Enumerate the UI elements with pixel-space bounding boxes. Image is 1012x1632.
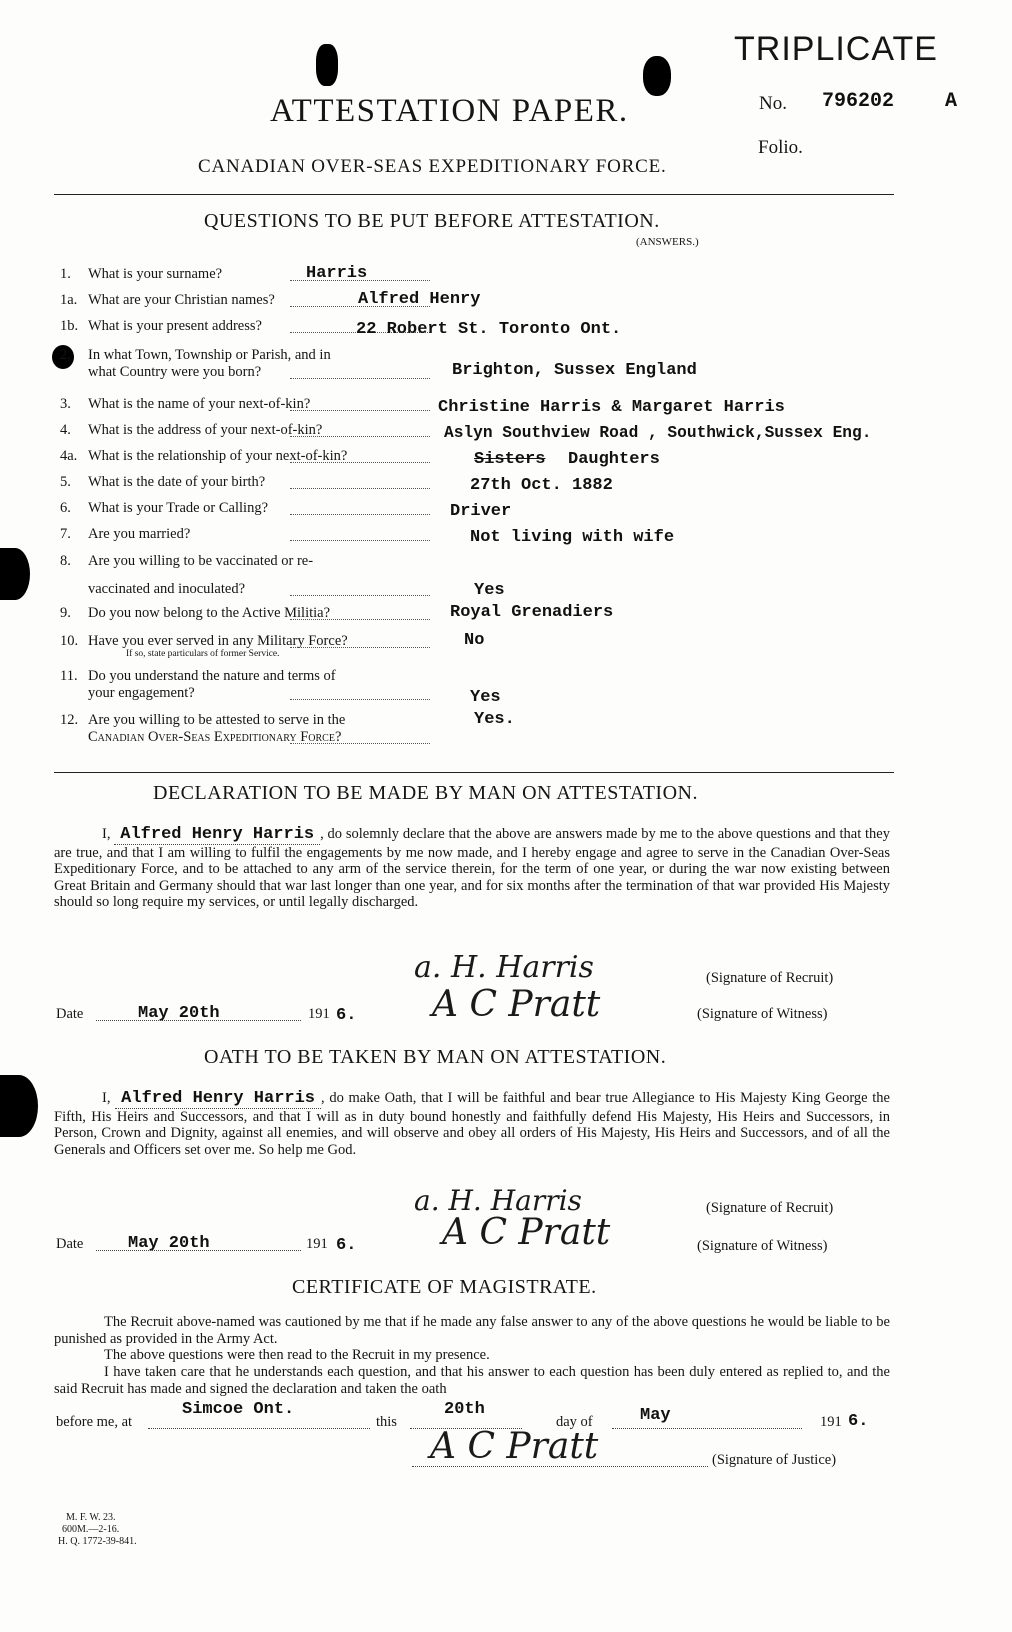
certificate-year-suffix: 6. [848,1412,869,1431]
declaration-year-dots [96,1020,301,1021]
question-note: If so, state particulars of former Service. [126,649,280,659]
certificate-before-label: before me, at [56,1414,133,1430]
answer-leader-dots [290,378,430,379]
oath-witness-signature: A C Pratt [442,1212,611,1253]
question-number: 1. [60,266,71,282]
answer-value: No [464,631,485,650]
declaration-date-value: May 20th [138,1004,220,1023]
answer-leader-dots [290,540,430,541]
answer-leader-dots [290,743,430,744]
question-number: 4a. [60,448,78,464]
question-text-continued: vaccinated and inoculated? [88,581,246,597]
oath-text [54,1090,890,1158]
oath-name: Alfred Henry Harris [115,1091,321,1109]
certificate-place-dots [148,1428,370,1429]
question-number: 5. [60,474,71,490]
oath-recruit-label: (Signature of Recruit) [706,1200,834,1216]
certificate-month-dots [612,1428,802,1429]
folio-label: Folio. [758,137,803,158]
question-number: 9. [60,605,71,621]
oath-recruit-signature: a. H. Harris [414,1184,582,1217]
answer-leader-dots [290,647,430,648]
justice-signature-dots [412,1466,708,1467]
certificate-paragraph-1 [54,1314,890,1347]
declaration-witness-signature: A C Pratt [432,984,601,1025]
answer-value: Yes. [474,710,515,729]
certificate-heading: CERTIFICATE OF MAGISTRATE. [292,1276,597,1298]
answer-leader-dots [290,462,430,463]
oath-witness-label: (Signature of Witness) [697,1238,828,1254]
answer-value: Yes [470,688,501,707]
question-text: What is the name of your next-of-kin? [88,396,311,412]
question-text: Do you now belong to the Active Militia? [88,605,331,621]
declaration-recruit-label: (Signature of Recruit) [706,970,834,986]
oath-date-label: Date [56,1236,84,1252]
declaration-prefix: I, [102,826,111,842]
certificate-day-of-label: day of [556,1414,593,1430]
answer-value: Daughters [568,450,660,469]
certificate-text-2: The above questions were then read to the Recruit in my presence. [104,1347,490,1363]
answer-leader-dots [290,436,430,437]
certificate-day: 20th [444,1400,485,1419]
answer-value: Royal Grenadiers [450,603,614,622]
document-title: ATTESTATION PAPER. [270,93,629,129]
oath-year-dots [96,1250,301,1251]
oath-body: , do make Oath, that I will be faithful and bear true Allegiance to His Majesty King George the Fifth, His Heirs and Successors, and that I will as in duty bound honestly and faithfully defend His Majesty, His Heirs and Successors, in Person, Crown and Dignity, against all enemies, and will observe and obey all orders of His Majesty, His Heirs and Successors, and of all the Generals and Officers set over me. So help me God. [54,1090,890,1158]
number-suffix: A [945,90,958,113]
question-number: 4. [60,422,71,438]
answer-value: Alfred Henry [358,290,481,309]
answer-leader-dots [290,699,430,700]
question-number: 11. [60,668,78,684]
certificate-this-label: this [376,1414,397,1430]
answer-leader-dots [290,488,430,489]
question-text: Are you married? [88,526,191,542]
question-text: What is your present address? [88,318,262,334]
oath-year-prefix: 191 [306,1236,328,1252]
declaration-year-suffix: 6. [336,1006,357,1025]
justice-signature: A C Pratt [430,1426,599,1467]
certificate-text-3: I have taken care that he understands each question, and that his answer to each question has been duly entered as replied to, and the said Recruit has made and signed the declaration and taken the oath [54,1364,890,1397]
question-text: Do you understand the nature and terms of [88,668,336,684]
question-number: 10. [60,633,79,649]
question-text: Are you willing to be vaccinated or re- [88,553,314,569]
declaration-witness-label: (Signature of Witness) [697,1006,828,1022]
answer-value: 27th Oct. 1882 [470,476,613,495]
question-number: 8. [60,553,71,569]
question-text-continued: Canadian Over-Seas Expeditionary Force? [88,729,342,745]
answer-value: Brighton, Sussex England [452,361,697,380]
answer-leader-dots [290,619,430,620]
question-text: What is the relationship of your next-of-kin? [88,448,348,464]
answer-leader-dots [290,595,430,596]
question-number: 12. [60,712,79,728]
question-text-continued: what Country were you born? [88,364,262,380]
oath-year-suffix: 6. [336,1236,357,1255]
declaration-body: , do solemnly declare that the above are answers made by me to the above questions and that they are true, and that I am willing to fulfil the engagements by me now made, and I hereby engage and agree to serve in the Canadian Over-Seas Expeditionary Force, and to be attached to any arm of the service therein, for the term of one year, or during the war now existing between Great Britain and Germany should that war last longer than one year, and for six months after the termination of that war provided His Majesty should so long require my services, or until legally discharged. [54,826,890,910]
punch-hole-top-right [643,56,671,96]
declaration-recruit-signature: a. H. Harris [414,950,594,985]
declaration-heading: DECLARATION TO BE MADE BY MAN ON ATTESTATION. [153,782,698,804]
oath-prefix: I, [102,1090,111,1106]
declaration-text [54,826,890,911]
form-code-1: M. F. W. 23. [66,1512,116,1523]
certificate-year-prefix: 191 [820,1414,842,1430]
answer-value: 22 Robert St. Toronto Ont. [356,320,622,339]
certificate-text-1: The Recruit above-named was cautioned by me that if he made any false answer to any of the above questions he would be liable to be punished as provided in the Army Act. [54,1314,890,1347]
regimental-number: 796202 [822,90,895,113]
question-text: What is your surname? [88,266,223,282]
answer-leader-dots [290,410,430,411]
answer-value: Not living with wife [470,528,675,547]
certificate-paragraph-2 [54,1347,890,1364]
question-text: What is the address of your next-of-kin? [88,422,323,438]
question-number: 7. [60,526,71,542]
answer-value: Christine Harris & Margaret Harris [438,398,785,417]
answer-value: Aslyn Southview Road , Southwick,Sussex Eng. [444,424,872,442]
question-text: What is the date of your birth? [88,474,266,490]
declaration-name: Alfred Henry Harris [114,827,320,845]
justice-label: (Signature of Justice) [712,1452,837,1468]
question-text: Are you willing to be attested to serve in the [88,712,346,728]
oath-heading: OATH TO BE TAKEN BY MAN ON ATTESTATION. [204,1046,667,1068]
number-label: No. [759,93,787,114]
certificate-month: May [640,1406,671,1425]
question-number: 2. [60,347,71,363]
triplicate-stamp: TRIPLICATE [734,30,938,68]
question-text-continued: your engagement? [88,685,195,701]
answers-label: (ANSWERS.) [636,236,699,248]
form-code-2: 600M.—2-16. [62,1524,120,1535]
answer-struck: Sisters [474,450,546,469]
answer-leader-dots [290,514,430,515]
question-number: 6. [60,500,71,516]
question-text: In what Town, Township or Parish, and in [88,347,331,363]
question-text: What is your Trade or Calling? [88,500,269,516]
question-text: Have you ever served in any Military Force? [88,633,348,649]
punch-hole-left-mid [0,548,30,600]
question-text: What are your Christian names? [88,292,275,308]
punch-hole-top-left [316,44,338,86]
certificate-paragraph-3 [54,1364,890,1397]
answer-value: Harris [306,264,368,283]
divider-declaration [54,772,894,773]
oath-date-value: May 20th [128,1234,210,1253]
document-subtitle: CANADIAN OVER-SEAS EXPEDITIONARY FORCE. [198,156,667,177]
declaration-date-label: Date [56,1006,84,1022]
questions-heading: QUESTIONS TO BE PUT BEFORE ATTESTATION. [204,210,660,232]
divider-top [54,194,894,195]
certificate-place: Simcoe Ont. [182,1400,295,1419]
answer-value: Yes [474,581,505,600]
punch-hole-left-oath [0,1075,38,1137]
answer-value: Driver [450,502,512,521]
question-number: 3. [60,396,71,412]
question-number: 1b. [60,318,79,334]
form-code-3: H. Q. 1772-39-841. [58,1536,137,1547]
declaration-year-prefix: 191 [308,1006,330,1022]
question-number: 1a. [60,292,78,308]
